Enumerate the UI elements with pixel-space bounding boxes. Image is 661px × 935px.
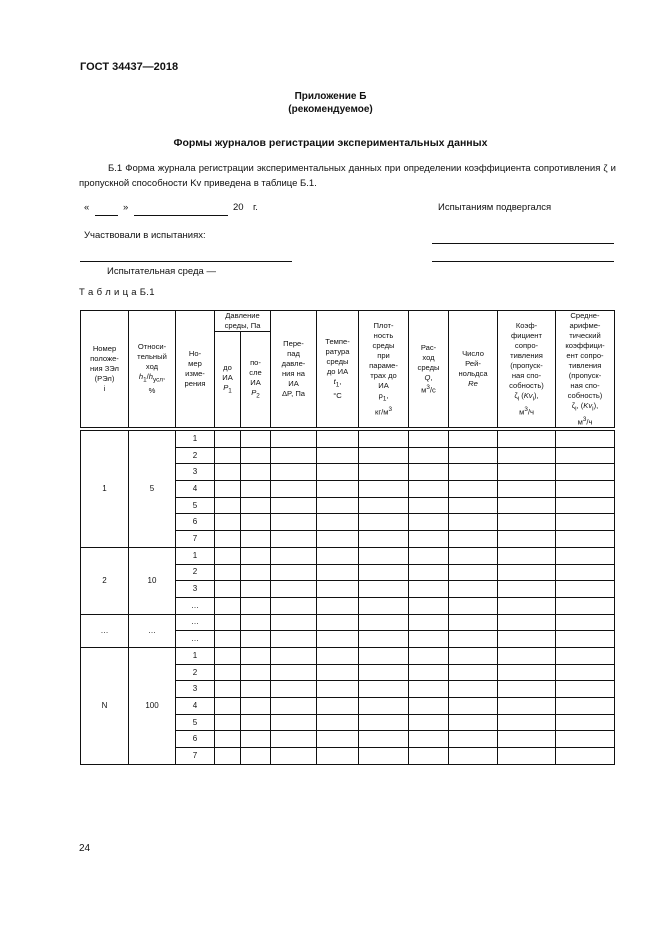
empty-cell — [215, 714, 241, 731]
empty-cell — [359, 447, 409, 464]
appendix-subtitle: (рекомендуемое) — [288, 104, 373, 115]
empty-cell — [498, 497, 556, 514]
empty-cell — [449, 464, 498, 481]
empty-cell — [241, 614, 271, 631]
header-mean-coefficient: Средне- арифме- тический коэффици- ент сопро- тивления (пропуск- ная спо- собность) $\zeta_i$, $(Kv_i)$, $м^3/ч$ — [556, 311, 615, 428]
empty-cell — [241, 698, 271, 715]
empty-cell — [556, 597, 615, 614]
empty-cell — [215, 431, 241, 448]
empty-cell — [449, 731, 498, 748]
empty-cell — [556, 698, 615, 715]
empty-cell — [317, 564, 359, 581]
empty-cell — [215, 547, 241, 564]
measurement-cell: 6 — [176, 514, 215, 531]
empty-cell — [215, 681, 241, 698]
empty-cell — [317, 614, 359, 631]
empty-cell — [241, 514, 271, 531]
empty-cell — [241, 481, 271, 498]
empty-cell — [409, 731, 449, 748]
empty-cell — [449, 614, 498, 631]
empty-cell — [498, 464, 556, 481]
empty-cell — [498, 714, 556, 731]
empty-cell — [359, 714, 409, 731]
measurement-cell: 7 — [176, 748, 215, 765]
empty-cell — [241, 447, 271, 464]
empty-cell — [449, 497, 498, 514]
measurement-cell: 3 — [176, 464, 215, 481]
empty-cell — [359, 581, 409, 598]
empty-cell — [498, 748, 556, 765]
measurement-cell: … — [176, 631, 215, 648]
tested-blank-2 — [432, 261, 614, 262]
standard-header: ГОСТ 34437—2018 — [80, 61, 179, 73]
empty-cell — [359, 481, 409, 498]
empty-cell — [449, 531, 498, 548]
empty-cell — [556, 731, 615, 748]
empty-cell — [498, 681, 556, 698]
empty-cell — [449, 581, 498, 598]
empty-cell — [241, 731, 271, 748]
empty-cell — [215, 748, 241, 765]
measurement-cell: … — [176, 597, 215, 614]
empty-cell — [409, 597, 449, 614]
header-stroke: Относи- тельный ход $h_1/h_{усл}$, % — [129, 311, 176, 428]
empty-cell — [556, 714, 615, 731]
empty-cell — [241, 597, 271, 614]
header-reynolds: Число Рей- нольдса Re — [449, 311, 498, 428]
experiment-data-table — [80, 310, 615, 765]
empty-cell — [241, 631, 271, 648]
empty-cell — [409, 714, 449, 731]
empty-cell — [556, 531, 615, 548]
empty-cell — [409, 497, 449, 514]
empty-cell — [215, 447, 241, 464]
year-prefix: 20 — [233, 202, 244, 213]
position-cell: 1 — [81, 431, 129, 548]
header-density: Плот- ность среды при параме- трах до ИА $\rho_1$, $кг/м^3$ — [359, 311, 409, 428]
header-measurement: Но- мер изме- рения — [176, 311, 215, 428]
empty-cell — [317, 714, 359, 731]
stroke-cell: 5 — [129, 431, 176, 548]
quote-close: » — [123, 202, 129, 213]
empty-cell — [271, 714, 317, 731]
empty-cell — [317, 748, 359, 765]
empty-cell — [556, 748, 615, 765]
empty-cell — [449, 681, 498, 698]
empty-cell — [215, 581, 241, 598]
participants-label: Участвовали в испытаниях: — [84, 230, 206, 241]
empty-cell — [241, 531, 271, 548]
empty-cell — [317, 531, 359, 548]
empty-cell — [498, 698, 556, 715]
empty-cell — [317, 731, 359, 748]
empty-cell — [556, 431, 615, 448]
empty-cell — [409, 447, 449, 464]
measurement-cell: 1 — [176, 547, 215, 564]
empty-cell — [215, 631, 241, 648]
empty-cell — [359, 731, 409, 748]
empty-cell — [409, 681, 449, 698]
tested-label: Испытаниям подвергался — [438, 202, 552, 213]
empty-cell — [271, 547, 317, 564]
empty-cell — [241, 464, 271, 481]
measurement-cell: 2 — [176, 447, 215, 464]
empty-cell — [317, 631, 359, 648]
table-caption: Т а б л и ц а Б.1 — [79, 287, 155, 298]
measurement-cell: 2 — [176, 564, 215, 581]
empty-cell — [556, 564, 615, 581]
empty-cell — [215, 647, 241, 664]
empty-cell — [359, 664, 409, 681]
tested-blank-1 — [432, 243, 614, 244]
empty-cell — [359, 698, 409, 715]
empty-cell — [409, 614, 449, 631]
empty-cell — [409, 631, 449, 648]
month-blank — [134, 215, 228, 216]
empty-cell — [449, 664, 498, 681]
empty-cell — [409, 698, 449, 715]
empty-cell — [498, 514, 556, 531]
empty-cell — [215, 597, 241, 614]
table-row — [81, 614, 615, 631]
empty-cell — [449, 564, 498, 581]
appendix-title: Приложение Б — [294, 91, 367, 102]
empty-cell — [271, 464, 317, 481]
measurement-cell: 5 — [176, 497, 215, 514]
measurement-cell: 1 — [176, 647, 215, 664]
empty-cell — [241, 431, 271, 448]
empty-cell — [409, 464, 449, 481]
empty-cell — [409, 431, 449, 448]
empty-cell — [215, 664, 241, 681]
empty-cell — [271, 581, 317, 598]
empty-cell — [271, 631, 317, 648]
header-coefficient: Коэф- фициент сопро- тивления (пропуск- ная спо- собность) $\zeta_i$ $(Kv_i)$, $м^3/ч$ — [498, 311, 556, 428]
empty-cell — [215, 614, 241, 631]
empty-cell — [317, 597, 359, 614]
empty-cell — [556, 681, 615, 698]
measurement-cell: 3 — [176, 681, 215, 698]
empty-cell — [449, 698, 498, 715]
empty-cell — [271, 731, 317, 748]
stroke-cell: 10 — [129, 547, 176, 614]
section-heading: Формы журналов регистрации экспериментальных данных — [173, 137, 488, 149]
stroke-cell: … — [129, 614, 176, 647]
empty-cell — [359, 531, 409, 548]
empty-cell — [498, 647, 556, 664]
empty-cell — [556, 497, 615, 514]
position-cell: … — [81, 614, 129, 647]
empty-cell — [271, 597, 317, 614]
empty-cell — [556, 664, 615, 681]
empty-cell — [271, 431, 317, 448]
empty-cell — [498, 447, 556, 464]
empty-cell — [449, 547, 498, 564]
empty-cell — [556, 631, 615, 648]
intro-paragraph: Б.1 Форма журнала регистрации экспериментальных данных при определении коэффициента сопротивления ζ и пропускной способности Kv приведена в таблице Б.1. — [79, 163, 616, 189]
empty-cell — [498, 431, 556, 448]
empty-cell — [449, 748, 498, 765]
header-pressure-group: Давление среды, Па — [215, 311, 271, 332]
empty-cell — [556, 547, 615, 564]
header-position: Номер положе- ния ЗЭл (РЭл) i — [81, 311, 129, 428]
empty-cell — [359, 647, 409, 664]
empty-cell — [409, 547, 449, 564]
empty-cell — [317, 581, 359, 598]
empty-cell — [359, 614, 409, 631]
empty-cell — [241, 748, 271, 765]
table-row — [81, 547, 615, 564]
empty-cell — [215, 464, 241, 481]
empty-cell — [498, 614, 556, 631]
measurement-cell: 6 — [176, 731, 215, 748]
empty-cell — [556, 481, 615, 498]
participants-blank — [80, 261, 292, 262]
empty-cell — [271, 748, 317, 765]
empty-cell — [215, 514, 241, 531]
empty-cell — [409, 531, 449, 548]
empty-cell — [449, 481, 498, 498]
empty-cell — [359, 497, 409, 514]
empty-cell — [271, 681, 317, 698]
position-cell: N — [81, 647, 129, 764]
empty-cell — [359, 748, 409, 765]
empty-cell — [271, 647, 317, 664]
quote-open: « — [84, 202, 90, 213]
empty-cell — [215, 564, 241, 581]
empty-cell — [359, 431, 409, 448]
empty-cell — [215, 698, 241, 715]
page-number: 24 — [79, 843, 91, 854]
empty-cell — [317, 447, 359, 464]
empty-cell — [241, 647, 271, 664]
empty-cell — [409, 647, 449, 664]
day-blank — [95, 215, 118, 216]
empty-cell — [409, 564, 449, 581]
empty-cell — [359, 631, 409, 648]
empty-cell — [317, 464, 359, 481]
header-pressure-before: до ИА $P_1$ — [215, 332, 241, 428]
empty-cell — [317, 681, 359, 698]
empty-cell — [498, 481, 556, 498]
empty-cell — [317, 547, 359, 564]
empty-cell — [359, 681, 409, 698]
empty-cell — [449, 631, 498, 648]
empty-cell — [359, 597, 409, 614]
empty-cell — [241, 564, 271, 581]
empty-cell — [271, 497, 317, 514]
empty-cell — [449, 431, 498, 448]
empty-cell — [241, 681, 271, 698]
empty-cell — [449, 514, 498, 531]
table-row — [81, 647, 615, 664]
empty-cell — [215, 481, 241, 498]
measurement-cell: 3 — [176, 581, 215, 598]
empty-cell — [409, 748, 449, 765]
empty-cell — [317, 431, 359, 448]
empty-cell — [449, 647, 498, 664]
empty-cell — [556, 647, 615, 664]
empty-cell — [271, 564, 317, 581]
empty-cell — [498, 731, 556, 748]
empty-cell — [409, 581, 449, 598]
empty-cell — [317, 698, 359, 715]
header-temperature: Темпе- ратура среды до ИА $t_1$, °С — [317, 311, 359, 428]
empty-cell — [317, 514, 359, 531]
empty-cell — [241, 547, 271, 564]
header-flow: Рас- ход среды Q, $м^3/с$ — [409, 311, 449, 428]
empty-cell — [498, 564, 556, 581]
empty-cell — [556, 447, 615, 464]
stroke-cell: 100 — [129, 647, 176, 764]
empty-cell — [241, 664, 271, 681]
empty-cell — [271, 614, 317, 631]
table-row — [81, 431, 615, 448]
empty-cell — [359, 564, 409, 581]
empty-cell — [241, 581, 271, 598]
year-suffix: г. — [253, 202, 258, 213]
empty-cell — [449, 597, 498, 614]
empty-cell — [271, 698, 317, 715]
measurement-cell: 4 — [176, 481, 215, 498]
position-cell: 2 — [81, 547, 129, 614]
empty-cell — [556, 581, 615, 598]
empty-cell — [498, 664, 556, 681]
header-pressure-after: по- сле ИА $P_2$ — [241, 332, 271, 428]
empty-cell — [271, 514, 317, 531]
empty-cell — [241, 497, 271, 514]
measurement-cell: … — [176, 614, 215, 631]
empty-cell — [271, 664, 317, 681]
empty-cell — [359, 464, 409, 481]
measurement-cell: 1 — [176, 431, 215, 448]
empty-cell — [498, 631, 556, 648]
empty-cell — [556, 514, 615, 531]
measurement-cell: 7 — [176, 531, 215, 548]
empty-cell — [215, 497, 241, 514]
empty-cell — [449, 714, 498, 731]
empty-cell — [271, 531, 317, 548]
header-pressure-drop: Пере- пад давле- ния на ИА ΔP, Па — [271, 311, 317, 428]
empty-cell — [215, 731, 241, 748]
empty-cell — [498, 581, 556, 598]
empty-cell — [317, 497, 359, 514]
empty-cell — [317, 647, 359, 664]
empty-cell — [359, 514, 409, 531]
measurement-cell: 4 — [176, 698, 215, 715]
medium-label: Испытательная среда — — [107, 266, 216, 277]
empty-cell — [498, 547, 556, 564]
empty-cell — [215, 531, 241, 548]
measurement-cell: 2 — [176, 664, 215, 681]
empty-cell — [498, 531, 556, 548]
empty-cell — [449, 447, 498, 464]
empty-cell — [317, 664, 359, 681]
empty-cell — [409, 481, 449, 498]
empty-cell — [409, 664, 449, 681]
empty-cell — [241, 714, 271, 731]
empty-cell — [409, 514, 449, 531]
empty-cell — [556, 464, 615, 481]
measurement-cell: 5 — [176, 714, 215, 731]
empty-cell — [271, 481, 317, 498]
empty-cell — [271, 447, 317, 464]
empty-cell — [359, 547, 409, 564]
empty-cell — [498, 597, 556, 614]
empty-cell — [556, 614, 615, 631]
empty-cell — [317, 481, 359, 498]
